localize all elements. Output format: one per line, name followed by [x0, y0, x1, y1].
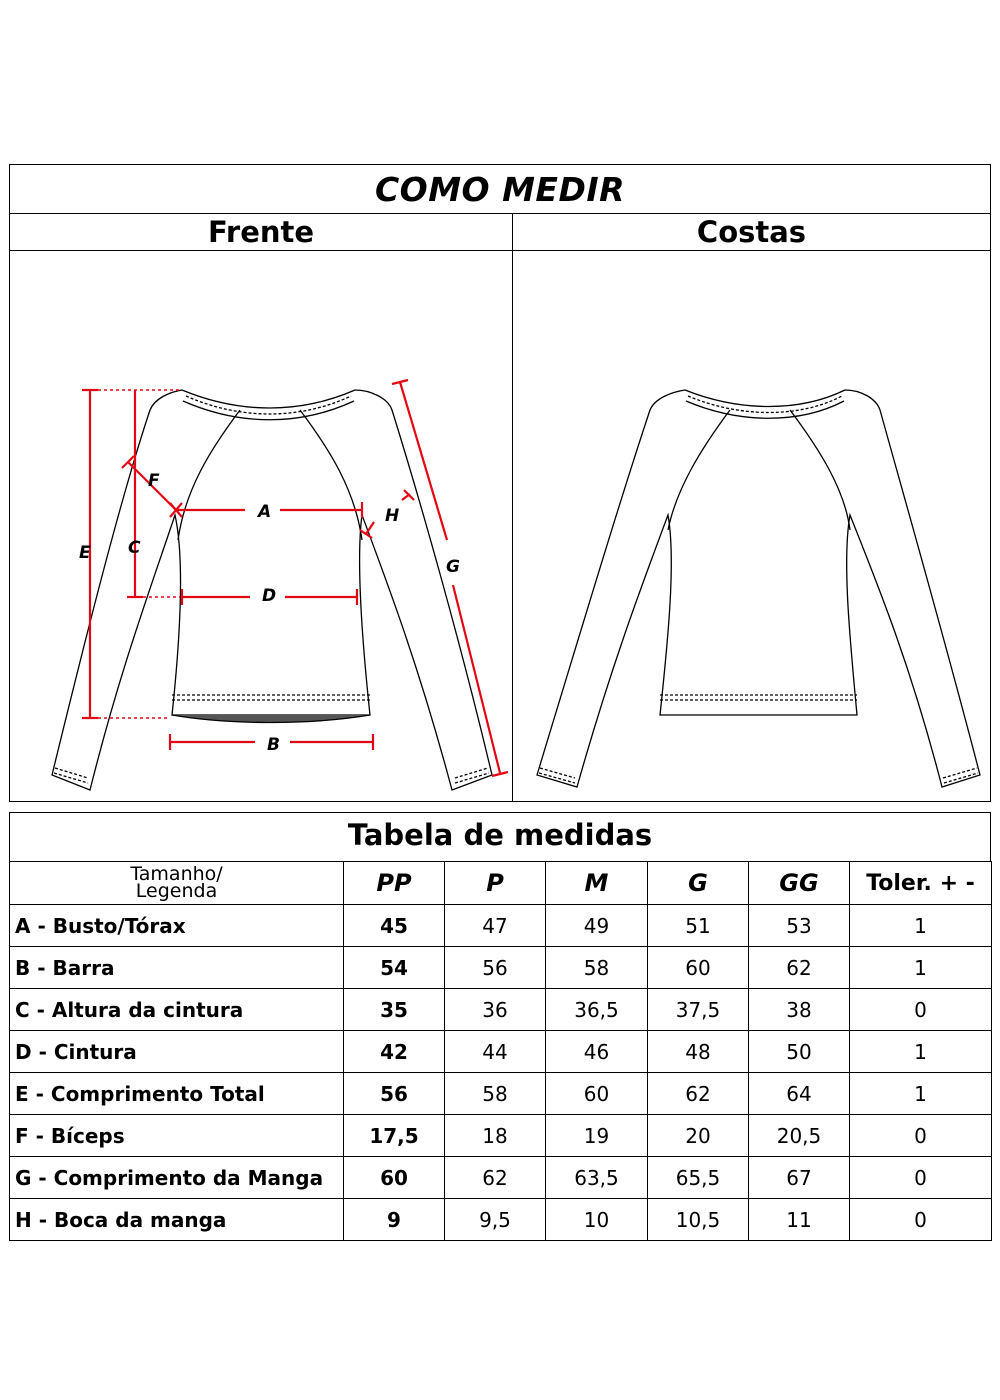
measurement-value: 58 [546, 947, 648, 989]
size-legend-header [10, 862, 344, 905]
table-row [10, 1199, 992, 1241]
tolerance-value: 1 [850, 1073, 992, 1115]
measurement-value: 10 [546, 1199, 648, 1241]
measurement-value: 36 [445, 989, 546, 1031]
back-shirt-drawing [537, 390, 980, 787]
size-table-header-row [10, 862, 992, 905]
measure-label-a: A [258, 502, 272, 522]
measurement-value: 17,5 [344, 1115, 445, 1157]
measure-label-b: B [267, 735, 280, 755]
tolerance-value: 1 [850, 1031, 992, 1073]
how-to-measure-title: COMO MEDIR [10, 165, 990, 214]
measure-label-d: D [262, 586, 277, 606]
measurement-value: 62 [749, 947, 850, 989]
measurement-value: 62 [648, 1073, 749, 1115]
measurement-value: 47 [445, 905, 546, 947]
measurement-value: 20 [648, 1115, 749, 1157]
back-view-label: Costas [513, 214, 990, 251]
measurement-value: 18 [445, 1115, 546, 1157]
measurement-value: 11 [749, 1199, 850, 1241]
measurement-value: 58 [445, 1073, 546, 1115]
tolerance-header: Toler. + - [850, 862, 992, 905]
measure-label-c: C [128, 538, 141, 558]
size-table-section [9, 812, 991, 1241]
measure-label-e: E [79, 543, 91, 563]
measurement-value: 60 [546, 1073, 648, 1115]
tolerance-value: 0 [850, 1115, 992, 1157]
measurement-label: B - Barra [10, 947, 344, 989]
size-legend-line2: Legenda [135, 880, 218, 902]
measurement-value: 9 [344, 1199, 445, 1241]
measurement-label: A - Busto/Tórax [10, 905, 344, 947]
table-row [10, 1157, 992, 1199]
measure-label-f: F [148, 471, 160, 491]
measurement-value: 10,5 [648, 1199, 749, 1241]
measurement-value: 48 [648, 1031, 749, 1073]
measurement-value: 36,5 [546, 989, 648, 1031]
measurement-label: E - Comprimento Total [10, 1073, 344, 1115]
table-row [10, 1073, 992, 1115]
size-header-gg: GG [749, 862, 850, 905]
measurement-value: 9,5 [445, 1199, 546, 1241]
front-view-label: Frente [10, 214, 513, 251]
measurement-value: 56 [445, 947, 546, 989]
measurement-value: 35 [344, 989, 445, 1031]
measurement-value: 67 [749, 1157, 850, 1199]
measurement-label: H - Boca da manga [10, 1199, 344, 1241]
measurement-value: 49 [546, 905, 648, 947]
tolerance-value: 0 [850, 1157, 992, 1199]
measurement-value: 20,5 [749, 1115, 850, 1157]
measurement-value: 19 [546, 1115, 648, 1157]
size-legend-line1: Tamanho/ [130, 863, 223, 885]
tolerance-value: 0 [850, 1199, 992, 1241]
measurement-label: F - Bíceps [10, 1115, 344, 1157]
measurement-value: 44 [445, 1031, 546, 1073]
measurement-value: 37,5 [648, 989, 749, 1031]
measurement-label: C - Altura da cintura [10, 989, 344, 1031]
measurement-value: 46 [546, 1031, 648, 1073]
size-header-g: G [648, 862, 749, 905]
measurement-value: 56 [344, 1073, 445, 1115]
size-header-p: P [445, 862, 546, 905]
measure-label-h: H [385, 506, 400, 526]
measurement-value: 50 [749, 1031, 850, 1073]
measure-label-g: G [446, 557, 460, 577]
measurement-value: 63,5 [546, 1157, 648, 1199]
table-row [10, 1031, 992, 1073]
size-header-pp: PP [344, 862, 445, 905]
measurement-value: 42 [344, 1031, 445, 1073]
measurement-label: G - Comprimento da Manga [10, 1157, 344, 1199]
measurement-value: 62 [445, 1157, 546, 1199]
measurement-value: 45 [344, 905, 445, 947]
measurement-value: 53 [749, 905, 850, 947]
table-row [10, 905, 992, 947]
measurement-value: 60 [648, 947, 749, 989]
tolerance-value: 1 [850, 947, 992, 989]
table-row [10, 1115, 992, 1157]
tolerance-value: 1 [850, 905, 992, 947]
table-row [10, 947, 992, 989]
measurement-value: 64 [749, 1073, 850, 1115]
measurement-value: 38 [749, 989, 850, 1031]
measurement-value: 54 [344, 947, 445, 989]
size-table-title: Tabela de medidas [9, 812, 991, 861]
tolerance-value: 0 [850, 989, 992, 1031]
table-row [10, 989, 992, 1031]
measurement-value: 51 [648, 905, 749, 947]
size-table [9, 861, 992, 1241]
measurement-value: 60 [344, 1157, 445, 1199]
size-header-m: M [546, 862, 648, 905]
measurement-label: D - Cintura [10, 1031, 344, 1073]
measurement-value: 65,5 [648, 1157, 749, 1199]
